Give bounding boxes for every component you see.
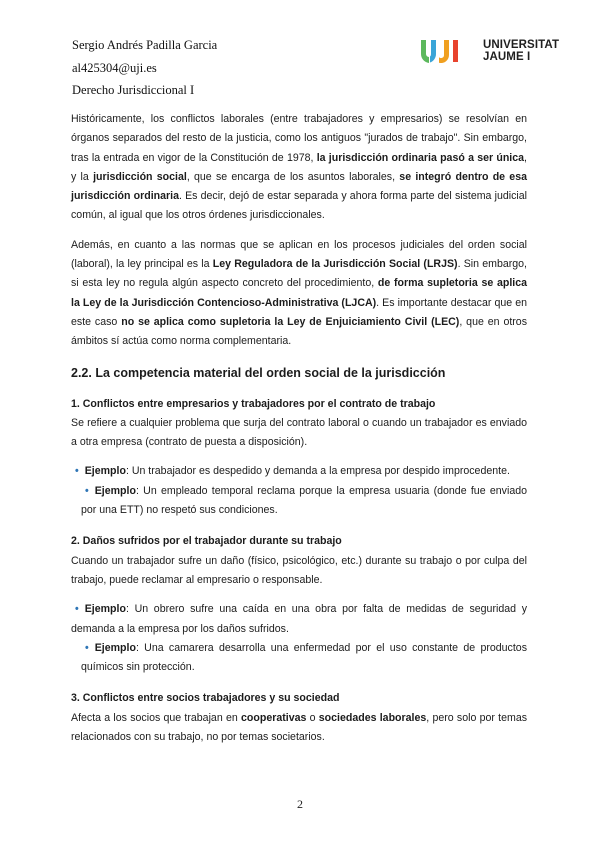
item1-description: Se refiere a cualquier problema que surja del contrato laboral o cuando un trabajador es enviado a otra empresa (contrato de puesta a disposición).	[71, 416, 527, 449]
logo-text-line1: UNIVERSITAT	[483, 39, 560, 51]
item2-example2: • Ejemplo: Una camarera desarrolla una enfermedad por el uso constante de productos químicos sin protección.	[81, 641, 527, 674]
item1-title: 1. Conflictos entre empresarios y trabajadores por el contrato de trabajo	[71, 397, 436, 410]
paragraph-applicable-laws: Además, en cuanto a las normas que se aplican en los procesos judiciales del orden social (laboral), la ley principal es la Ley Reguladora de la Jurisdicción Social (LRJS). Sin embargo, si esta ley no regula algún aspecto concreto del procedimiento, de forma supletoria se aplica la Ley de la Jurisdicción Contencioso-Administrativa (LJCA). Es importante destacar que en este caso no se aplica como supletoria la Ley de Enjuiciamiento Civil (LEC), que en otros ámbitos sí actúa como norma complementaria.	[71, 238, 528, 348]
item2-description: Cuando un trabajador sufre un daño (físico, psicológico, etc.) durante su trabajo o por culpa del trabajo, puede reclamar al empresario o responsable.	[71, 554, 527, 586]
author-email: al425304@uji.es	[72, 60, 157, 75]
document-header	[72, 34, 217, 102]
university-logo	[420, 37, 559, 65]
logo-text	[478, 39, 559, 63]
item1-example1: • Ejemplo: Un trabajador es despedido y demanda a la empresa por despido improcedente.	[75, 465, 510, 478]
item2-title: 2. Daños sufridos por el trabajador durante su trabajo	[71, 535, 342, 548]
section-title: 2.2. La competencia material del orden social de la jurisdicción	[71, 365, 446, 380]
item1-example2: • Ejemplo: Un empleado temporal reclama porque la empresa usuaria (donde fue enviado por una ETT) no respetó sus condiciones.	[81, 484, 527, 517]
uji-logo-mark-icon	[420, 38, 478, 64]
course-subject: Derecho Jurisdiccional I	[72, 83, 195, 97]
paragraph-history: Históricamente, los conflictos laborales (entre trabajadores y empresarios) se resolvían en órganos separados del resto de la justicia, como los antiguos "jurados de trabajo". Sin embargo, tras la entrada en vigor de la Constitución de 1978, la jurisdicción ordinaria pasó a ser única, y la jurisdicción social, que se encarga de los asuntos laborales, se integró dentro de esa jurisdicción ordinaria. Es decir, dejó de estar separada y ahora forma parte del sistema judicial común, al igual que los otros órdenes jurisdiccionales.	[71, 113, 527, 222]
author-name: Sergio Andrés Padilla Garcia	[72, 38, 218, 52]
bullet-icon: •	[75, 603, 79, 616]
item3-title: 3. Conflictos entre socios trabajadores y su sociedad	[71, 692, 340, 705]
item3-description: Afecta a los socios que trabajan en cooperativas o sociedades laborales, pero solo por temas relacionados con su trabajo, no por temas societarios.	[71, 711, 528, 744]
item2-example1: • Ejemplo: Un obrero sufre una caída en una obra por falta de medidas de seguridad y demanda a la empresa por los daños sufridos.	[71, 603, 527, 635]
page-number: 2	[297, 797, 303, 811]
bullet-icon: •	[85, 641, 89, 654]
document-body	[71, 110, 527, 747]
bullet-icon: •	[85, 484, 89, 497]
logo-text-line2: JAUME I	[483, 51, 531, 63]
bullet-icon: •	[75, 465, 79, 478]
